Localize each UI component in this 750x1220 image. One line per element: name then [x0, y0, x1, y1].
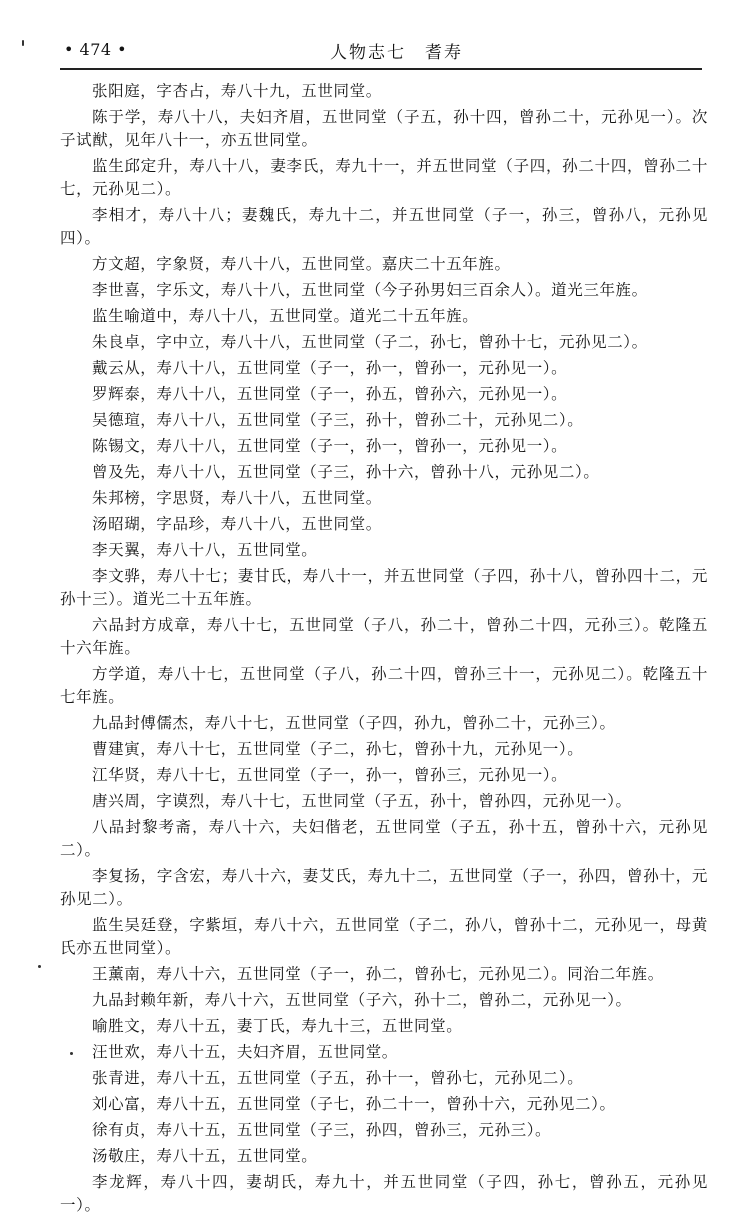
entry: 汤昭瑚，字品珍，寿八十八，五世同堂。: [92, 515, 382, 533]
entry: 刘心富，寿八十五，五世同堂（子七，孙二十一，曾孙十六，元孙见二）。: [92, 1095, 616, 1113]
header-rule: [60, 68, 702, 70]
entry: 汪世欢，寿八十五，夫妇齐眉，五世同堂。: [92, 1043, 398, 1061]
page-header: [60, 38, 702, 70]
entry: 喻胜文，寿八十五，妻丁氏，寿九十三，五世同堂。: [92, 1017, 463, 1035]
entry: 方文超，字象贤，寿八十八，五世同堂。嘉庆二十五年旌。: [92, 255, 511, 273]
entry: 监生吴廷登，字紫垣，寿八十六，五世同堂（子二，孙八，曾孙十二，元孙见一，母黄氏亦五世同堂）。: [60, 916, 708, 957]
scan-speck: [22, 40, 24, 46]
body-text: [60, 80, 708, 1220]
entry: 吴德瑄，寿八十八，五世同堂（子三，孙十，曾孙二十，元孙见二）。: [92, 411, 584, 429]
running-title: 人物志七 耆寿: [330, 43, 463, 63]
entry: 张青进，寿八十五，五世同堂（子五，孙十一，曾孙七，元孙见二）。: [92, 1069, 584, 1087]
entry: 曾及先，寿八十八，五世同堂（子三，孙十六，曾孙十八，元孙见二）。: [92, 463, 600, 481]
entry: 监生邱定升，寿八十八，妻李氏，寿九十一，并五世同堂（子四，孙二十四，曾孙二十七，元孙见二）。: [60, 157, 708, 198]
entry: 曹建寅，寿八十七，五世同堂（子二，孙七，曾孙十九，元孙见一）。: [92, 740, 584, 758]
entry: 徐有贞，寿八十五，五世同堂（子三，孙四，曾孙三，元孙三）。: [92, 1121, 552, 1139]
entry: 六品封方成章，寿八十七，五世同堂（子八，孙二十，曾孙二十四，元孙三）。乾隆五十六年旌。: [60, 616, 708, 657]
entry: 朱良卓，字中立，寿八十八，五世同堂（子二，孙七，曾孙十七，元孙见二）。: [92, 333, 648, 351]
page-number: • 474 •: [64, 40, 128, 59]
entry: 陈于学，寿八十八，夫妇齐眉，五世同堂（子五，孙十四，曾孙二十，元孙见一）。次子试猷，见年八十一，亦五世同堂。: [60, 108, 708, 149]
entry: 李文骅，寿八十七；妻甘氏，寿八十一，并五世同堂（子四，孙十八，曾孙四十二，元孙十三）。道光二十五年旌。: [60, 567, 708, 608]
entry: 九品封傅儒杰，寿八十七，五世同堂（子四，孙九，曾孙二十，元孙三）。: [92, 714, 616, 732]
entry: 李龙辉，寿八十四，妻胡氏，寿九十，并五世同堂（子四，孙七，曾孙五，元孙见一）。: [60, 1173, 708, 1214]
entry: 汤敬庄，寿八十五，五世同堂。: [92, 1147, 318, 1165]
entry: 李相才，寿八十八；妻魏氏，寿九十二，并五世同堂（子一，孙三，曾孙八，元孙见四）。: [60, 206, 708, 247]
entry: 九品封赖年新，寿八十六，五世同堂（子六，孙十二，曾孙二，元孙见一）。: [92, 991, 632, 1009]
entry: 李天翼，寿八十八，五世同堂。: [92, 541, 318, 559]
entry: 江华贤，寿八十七，五世同堂（子一，孙一，曾孙三，元孙见一）。: [92, 766, 568, 784]
entry: 监生喻道中，寿八十八，五世同堂。道光二十五年旌。: [92, 307, 479, 325]
entry: 方学道，寿八十七，五世同堂（子八，孙二十四，曾孙三十一，元孙见二）。乾隆五十七年旌。: [60, 665, 708, 706]
entry: 罗辉泰，寿八十八，五世同堂（子一，孙五，曾孙六，元孙见一）。: [92, 385, 568, 403]
entry: 陈锡文，寿八十八，五世同堂（子一，孙一，曾孙一，元孙见一）。: [92, 437, 568, 455]
scan-speck: [70, 1052, 73, 1055]
entry: 八品封黎考斋，寿八十六，夫妇偕老，五世同堂（子五，孙十五，曾孙十六，元孙见二）。: [60, 818, 708, 859]
entry: 李复扬，字含宏，寿八十六，妻艾氏，寿九十二，五世同堂（子一，孙四，曾孙十，元孙见二）。: [60, 867, 708, 908]
entry: 朱邦榜，字思贤，寿八十八，五世同堂。: [92, 489, 382, 507]
entry: 张阳庭，字杏占，寿八十九，五世同堂。: [92, 82, 382, 100]
entry: 王薰南，寿八十六，五世同堂（子一，孙二，曾孙七，元孙见二）。同治二年旌。: [92, 965, 664, 983]
entry: 戴云从，寿八十八，五世同堂（子一，孙一，曾孙一，元孙见一）。: [92, 359, 568, 377]
entry: 唐兴周，字谟烈，寿八十七，五世同堂（子五，孙十，曾孙四，元孙见一）。: [92, 792, 632, 810]
scan-speck: [38, 965, 41, 968]
entry: 李世喜，字乐文，寿八十八，五世同堂（今子孙男妇三百余人）。道光三年旌。: [92, 281, 648, 299]
